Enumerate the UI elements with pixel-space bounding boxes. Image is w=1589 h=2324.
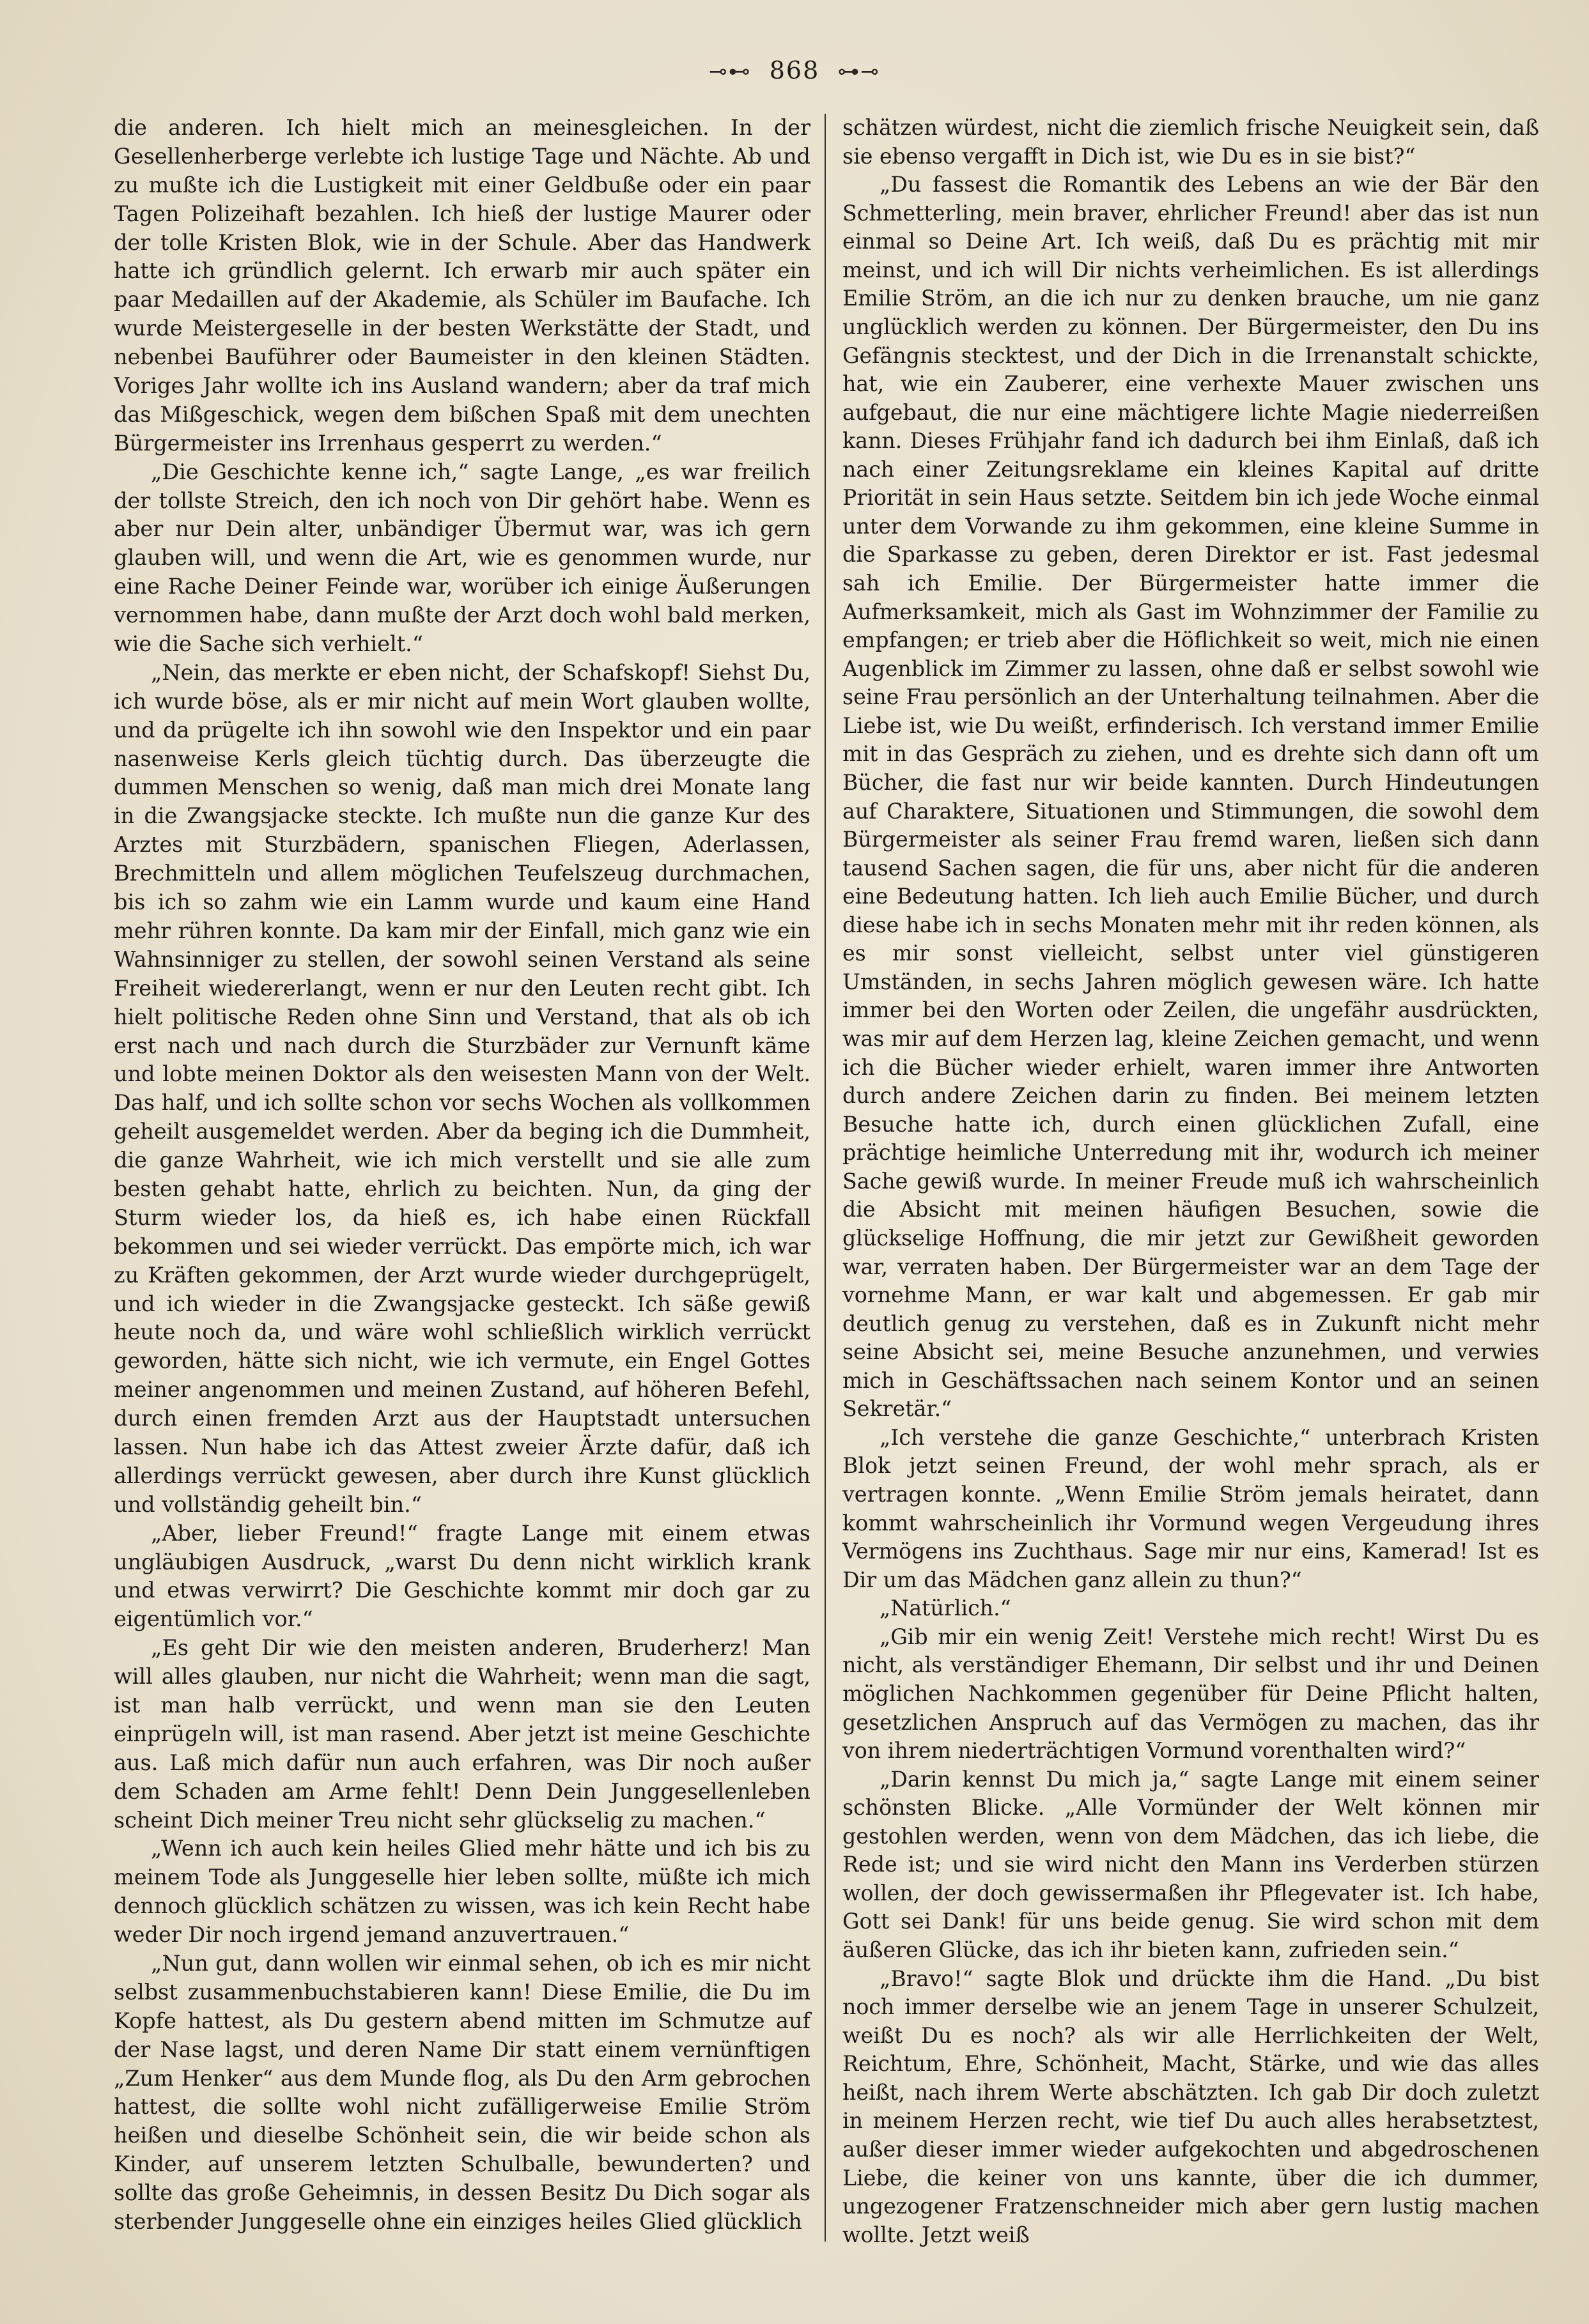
ornament-left: ⊸⊷ [709, 59, 752, 84]
paragraph: schätzen würdest, nicht die ziemlich frische Neuigkeit sein, daß sie ebenso vergafft in Dich ist, wie Du es in sie bist?“ [842, 115, 1539, 169]
paragraph: „Ich verstehe die ganze Geschichte,“ unterbrach Kristen Blok jetzt seinen Freund, der wohl mehr sprach, als er vertragen konnte. „Wenn Emilie Ström jemals heiratet, dann kommt wahrscheinlich ihr Vormund wegen Vergeudung ihres Vermögens ins Zuchthaus. Sage mir nur eins, Kamerad! Ist es Dir um das Mädchen ganz allein zu thun?“ [842, 1424, 1539, 1592]
paragraph: die anderen. Ich hielt mich an meinesgleichen. In der Gesellenherberge verlebte ich lustige Tage und Nächte. Ab und zu mußte ich die Lustigkeit mit einer Geldbuße oder ein paar Tagen Polizeihaft bezahlen. Ich hieß der lustige Maurer oder der tolle Kristen Blok, wie in der Schule. Aber das Handwerk hatte ich gründlich gelernt. Ich erwarb mir auch später ein paar Medaillen auf der Akademie, als Schüler im Baufache. Ich wurde Meistergeselle in der besten Werkstätte der Stadt, und nebenbei Bauführer oder Baumeister in den kleinen Städten. Voriges Jahr wollte ich ins Ausland wandern; aber da traf mich das Mißgeschick, wegen dem bißchen Spaß mit dem unechten Bürgermeister ins Irrenhaus gesperrt zu werden.“ [114, 115, 810, 456]
page-header [0, 56, 1589, 84]
paragraph: „Bravo!“ sagte Blok und drückte ihm die Hand. „Du bist noch immer derselbe wie an jenem Tage in unserer Schulzeit, weißt Du es noch? als wir alle Herrlichkeiten der Welt, Reichtum, Ehre, Schönheit, Macht, Stärke, und wie das alles heißt, nach ihrem Werte abschätzten. Ich gab Dir doch zuletzt in meinem Herzen recht, wie tief Du auch alles herabsetztest, außer dieser immer wieder aufgekochten und abgedroschenen Liebe, die keiner von uns kannte, über die ich dummer, ungezogener Fratzenschneider mich aber gern lustig machen wollte. Jetzt weiß [842, 1966, 1539, 2247]
paragraph: „Gib mir ein wenig Zeit! Verstehe mich recht! Wirst Du es nicht, als verständiger Ehemann, Dir selbst und ihr und Deinen möglichen Nachkommen gegenüber für Deine Pflicht halten, gesetzlichen Anspruch auf das Vermögen zu machen, das ihr von ihrem niederträchtigen Vormund vorenthalten wird?“ [842, 1624, 1539, 1764]
column-divider [825, 114, 826, 2242]
paragraph: „Darin kennst Du mich ja,“ sagte Lange mit einem seiner schönsten Blicke. „Alle Vormünder der Welt können mir gestohlen werden, wenn von dem Mädchen, das ich liebe, die Rede ist; und sie wird nicht den Mann ins Verderben stürzen wollen, der doch gewissermaßen ihr Pflegevater ist. Ich habe, Gott sei Dank! für uns beide genug. Sie wird schon mit dem äußeren Glücke, das ich ihr bieten kann, zufrieden sein.“ [842, 1766, 1539, 1962]
page-number: 868 [769, 56, 820, 84]
paragraph: „Du fassest die Romantik des Lebens an wie der Bär den Schmetterling, mein braver, ehrlicher Freund! aber das ist nun einmal so Deine Art. Ich weiß, daß Du es prächtig mit mir meinst, und ich will Dir nichts verheimlichen. Es ist allerdings Emilie Ström, an die ich nur zu denken brauche, um nie ganz unglücklich werden zu können. Der Bürgermeister, den Du ins Gefängnis stecktest, und der Dich in die Irrenanstalt schickte, hat, wie ein Zauberer, eine verhexte Mauer zwischen uns aufgebaut, die nur eine mächtigere lichte Magie niederreißen kann. Dieses Frühjahr fand ich dadurch bei ihm Einlaß, daß ich nach einer Zeitungsreklame ein kleines Kapital auf dritte Priorität in sein Haus setzte. Seitdem bin ich jede Woche einmal unter dem Vorwande zu ihm gekommen, eine kleine Summe in die Sparkasse zu geben, deren Direktor er ist. Fast jedesmal sah ich Emilie. Der Bürgermeister hatte immer die Aufmerksamkeit, mich als Gast im Wohnzimmer der Familie zu empfangen; er trieb aber die Höflichkeit so weit, mich nie einen Augenblick im Zimmer zu lassen, ohne daß er selbst sowohl wie seine Frau persönlich an der Unterhaltung teilnahmen. Aber die Liebe ist, wie Du weißt, erfinderisch. Ich verstand immer Emilie mit in das Gespräch zu ziehen, und es drehte sich dann oft um Bücher, die fast nur wir beide kannten. Durch Hindeutungen auf Charaktere, Situationen und Stimmungen, die sowohl dem Bürgermeister als seiner Frau fremd waren, ließen sich dann tausend Sachen sagen, die für uns, aber nicht für die anderen eine Bedeutung hatten. Ich lieh auch Emilie Bücher, und durch diese habe ich in sechs Monaten mehr mit ihr reden können, als es mir sonst vielleicht, selbst unter viel günstigeren Umständen, in sechs Jahren möglich gewesen wäre. Ich hatte immer bei den Worten oder Zeilen, die ungefähr ausdrückten, was mir auf dem Herzen lag, kleine Zeichen gemacht, und wenn ich die Bücher wieder erhielt, waren immer ihre Antworten durch andere Zeichen darin zu finden. Bei meinem letzten Besuche hatte ich, durch einen glücklichen Zufall, eine prächtige heimliche Unterredung mit ihr, wodurch ich meiner Sache gewiß wurde. In meiner Freude muß ich wahrscheinlich die Absicht mit meinen häufigen Besuchen, sowie die glückselige Hoffnung, die mir jetzt zur Gewißheit geworden war, verraten haben. Der Bürgermeister war an dem Tage der vornehme Mann, er war kalt und abgemessen. Er gab mir deutlich genug zu verstehen, daß es in Zukunft nicht mehr seine Absicht sei, meine Besuche anzunehmen, und verwies mich in Geschäftssachen nach seinem Kontor und an seinen Sekretär.“ [842, 172, 1539, 1422]
paragraph: „Natürlich.“ [880, 1596, 1011, 1621]
right-column [842, 114, 1539, 2249]
paragraph: „Aber, lieber Freund!“ fragte Lange mit einem etwas ungläubigen Ausdruck, „warst Du denn nicht wirklich krank und etwas verwirrt? Die Geschichte kommt mir doch gar zu eigentümlich vor.“ [114, 1520, 810, 1632]
paragraph: „Die Geschichte kenne ich,“ sagte Lange, „es war freilich der tollste Streich, den ich noch von Dir gehört habe. Wenn es aber nur Dein alter, unbändiger Übermut war, was ich gern glauben will, und wenn die Art, wie es genommen wurde, nur eine Rache Deiner Feinde war, worüber ich einige Äußerungen vernommen habe, dann mußte der Arzt doch wohl bald merken, wie die Sache sich verhielt.“ [114, 459, 810, 657]
paragraph: „Es geht Dir wie den meisten anderen, Bruderherz! Man will alles glauben, nur nicht die Wahrheit; wenn man die sagt, ist man halb verrückt, und wenn man sie den Leuten einprügeln will, ist man rasend. Aber jetzt ist meine Geschichte aus. Laß mich dafür nun auch erfahren, was Dir noch außer dem Schaden am Arme fehlt! Denn Dein Junggesellenleben scheint Dich meiner Treu nicht sehr glückselig zu machen.“ [114, 1635, 810, 1833]
ornament-right: ⊶⊸ [837, 59, 880, 84]
paragraph: „Wenn ich auch kein heiles Glied mehr hätte und ich bis zu meinem Tode als Junggeselle hier leben sollte, müßte ich mich dennoch glücklich schätzen zu wissen, was ich kein Recht habe weder Dir noch irgend jemand anzuvertrauen.“ [114, 1836, 810, 1948]
left-column [114, 114, 810, 2236]
paragraph: „Nun gut, dann wollen wir einmal sehen, ob ich es mir nicht selbst zusammenbuchstabieren kann! Diese Emilie, die Du im Kopfe hattest, als Du gestern abend mitten im Schmutze auf der Nase lagst, und deren Name Dir statt einem vernünftigen „Zum Henker“ aus dem Munde flog, als Du den Arm gebrochen hattest, die sollte wohl nicht zufälligerweise Emilie Ström heißen und dieselbe Schönheit sein, die wir beide schon als Kinder, auf unserem letzten Schulballe, bewunderten? und sollte das große Geheimnis, in dessen Besitz Du Dich sogar als sterbender Junggeselle ohne ein einziges heiles Glied glücklich [114, 1951, 810, 2235]
paragraph: „Nein, das merkte er eben nicht, der Schafskopf! Siehst Du, ich wurde böse, als er mir nicht auf mein Wort glauben wollte, und da prügelte ich ihn sowohl wie den Inspektor und ein paar nasenweise Kerls gleich tüchtig durch. Das überzeugte die dummen Menschen so wenig, daß man mich drei Monate lang in die Zwangsjacke steckte. Ich mußte nun die ganze Kur des Arztes mit Sturzbädern, spanischen Fliegen, Aderlassen, Brechmitteln und allem möglichen Teufelszeug durchmachen, bis ich so zahm wie ein Lamm wurde und kaum eine Hand mehr rühren konnte. Da kam mir der Einfall, mich ganz wie ein Wahnsinniger zu stellen, der sowohl seinen Verstand als seine Freiheit wiedererlangt, wenn er nur den Leuten recht gibt. Ich hielt politische Reden ohne Sinn und Verstand, that als ob ich erst nach und nach durch die Sturzbäder zur Vernunft käme und lobte meinen Doktor als den weisesten Mann von der Welt. Das half, und ich sollte schon vor sechs Wochen als vollkommen geheilt ausgemeldet werden. Aber da beging ich die Dummheit, die ganze Wahrheit, wie ich mich verstellt und sie alle zum besten gehabt hatte, ehrlich zu beichten. Nun, da ging der Sturm wieder los, da hieß es, ich habe einen Rückfall bekommen und sei wieder verrückt. Das empörte mich, ich war zu Kräften gekommen, der Arzt wurde wieder durchgeprügelt, und ich wieder in die Zwangsjacke gesteckt. Ich säße gewiß heute noch da, und wäre wohl schließlich wirklich verrückt geworden, hätte sich nicht, wie ich vermute, ein Engel Gottes meiner angenommen und meinen Zustand, auf höheren Befehl, durch einen fremden Arzt aus der Hauptstadt untersuchen lassen. Nun habe ich das Attest zweier Ärzte dafür, daß ich allerdings verrückt gewesen, aber durch ihre Kunst glücklich und vollständig geheilt bin.“ [114, 659, 810, 1517]
